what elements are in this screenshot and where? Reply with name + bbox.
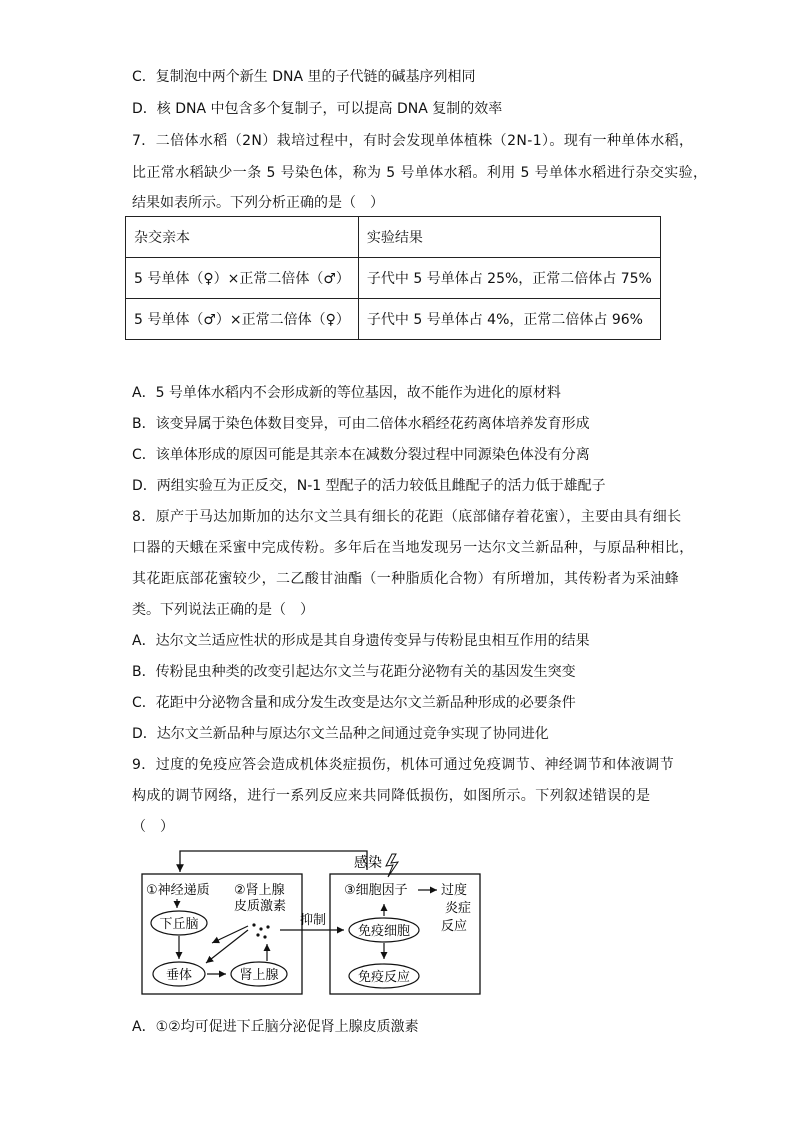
- q8-stem-line-4: 类。下列说法正确的是（ ）: [132, 602, 314, 618]
- q9-stem-line-1: 9．过度的免疫应答会造成机体炎症损伤，机体可通过免疫调节、神经调节和体液调节: [132, 757, 675, 773]
- feedback-arrow: [180, 851, 367, 872]
- hypothalamus-label: 下丘脑: [159, 917, 199, 932]
- q7-stem-line-1: 7．二倍体水稻（2N）栽培过程中，有时会发现单体植株（2N-1）。现有一种单体水稻，: [132, 133, 694, 149]
- inflammation-label-2: 炎症: [445, 901, 472, 916]
- q8-stem-line-1: 8．原产于马达加斯加的达尔文兰具有细长的花距（底部储存着花蜜），主要由具有细长: [132, 509, 682, 525]
- table-cell: 子代中 5 号单体占 25%，正常二倍体占 75%: [358, 258, 660, 299]
- neurotransmitter-label: ①神经递质: [146, 883, 210, 898]
- q7-option-c: C．该单体形成的原因可能是其亲本在减数分裂过程中同源染色体没有分离: [132, 447, 590, 463]
- hormone-label-2: 皮质激素: [234, 899, 287, 914]
- table-cell: 5 号单体（♀）×正常二倍体（♂）: [126, 258, 359, 299]
- q7-option-d: D．两组实验互为正反交，N-1 型配子的活力较低且雌配子的活力低于雄配子: [132, 478, 606, 494]
- hormone-label-1: ②肾上腺: [234, 883, 285, 898]
- table-row: [126, 258, 661, 299]
- q7-option-b: B．该变异属于染色体数目变异，可由二倍体水稻经花药离体培养发育形成: [132, 416, 590, 432]
- table-cell: 5 号单体（♂）×正常二倍体（♀）: [126, 299, 359, 340]
- q8-stem-line-3: 其花距底部花蜜较少，二乙酸甘油酯（一种脂质化合物）有所增加，其传粉者为采油蜂: [132, 571, 680, 587]
- q7-option-a: A．5 号单体水稻内不会形成新的等位基因，故不能作为进化的原材料: [132, 385, 561, 401]
- table-header-row: [126, 217, 661, 258]
- q9-stem-line-2: 构成的调节网络，进行一系列反应来共同降低损伤，如图所示。下列叙述错误的是: [132, 788, 651, 804]
- adrenal-label: 肾上腺: [239, 968, 279, 983]
- infection-label: 感染: [354, 855, 382, 871]
- table-header-cell: 杂交亲本: [126, 217, 359, 258]
- q8-option-d: D．达尔文兰新品种与原达尔文兰品种之间通过竞争实现了协同进化: [132, 726, 549, 742]
- immune-response-label: 免疫反应: [357, 970, 411, 985]
- q9-stem-line-3: （ ）: [132, 819, 174, 835]
- q6-option-d: D．核 DNA 中包含多个复制子，可以提高 DNA 复制的效率: [132, 101, 503, 117]
- table-row: [126, 299, 661, 340]
- inflammation-label-1: 过度: [441, 883, 468, 898]
- q8-option-c: C．花距中分泌物含量和成分发生改变是达尔文兰新品种形成的必要条件: [132, 695, 576, 711]
- table-cell: 子代中 5 号单体占 4%，正常二倍体占 96%: [358, 299, 660, 340]
- q6-option-c: C．复制泡中两个新生 DNA 里的子代链的碱基序列相同: [132, 69, 476, 85]
- arrow-hormone-to-pituitary: [206, 930, 248, 963]
- immune-cell-label: 免疫细胞: [357, 924, 411, 939]
- hormone-dots: [252, 923, 269, 938]
- cytokine-label: ③细胞因子: [344, 883, 408, 898]
- q7-stem-line-2: 比正常水稻缺少一条 5 号染色体，称为 5 号单体水稻。利用 5 号单体水稻进行杂交实验，: [132, 165, 708, 181]
- regulation-network-diagram: [132, 846, 492, 1001]
- q8-stem-line-2: 口器的天蛾在采蜜中完成传粉。多年后在当地发现另一达尔文兰新品种，与原品种相比，: [132, 540, 694, 556]
- pituitary-label: 垂体: [165, 968, 193, 983]
- table-header-cell: 实验结果: [358, 217, 660, 258]
- q9-option-a: A．①②均可促进下丘脑分泌促肾上腺皮质激素: [132, 1019, 419, 1035]
- q7-stem-line-3: 结果如表所示。下列分析正确的是（ ）: [132, 195, 384, 211]
- q8-option-a: A．达尔文兰适应性状的形成是其自身遗传变异与传粉昆虫相互作用的结果: [132, 633, 590, 649]
- inflammation-label-3: 反应: [441, 919, 468, 934]
- q7-cross-table: [125, 216, 661, 340]
- q8-option-b: B．传粉昆虫种类的改变引起达尔文兰与花距分泌物有关的基因发生突变: [132, 664, 576, 680]
- inhibit-label: 抑制: [300, 913, 327, 928]
